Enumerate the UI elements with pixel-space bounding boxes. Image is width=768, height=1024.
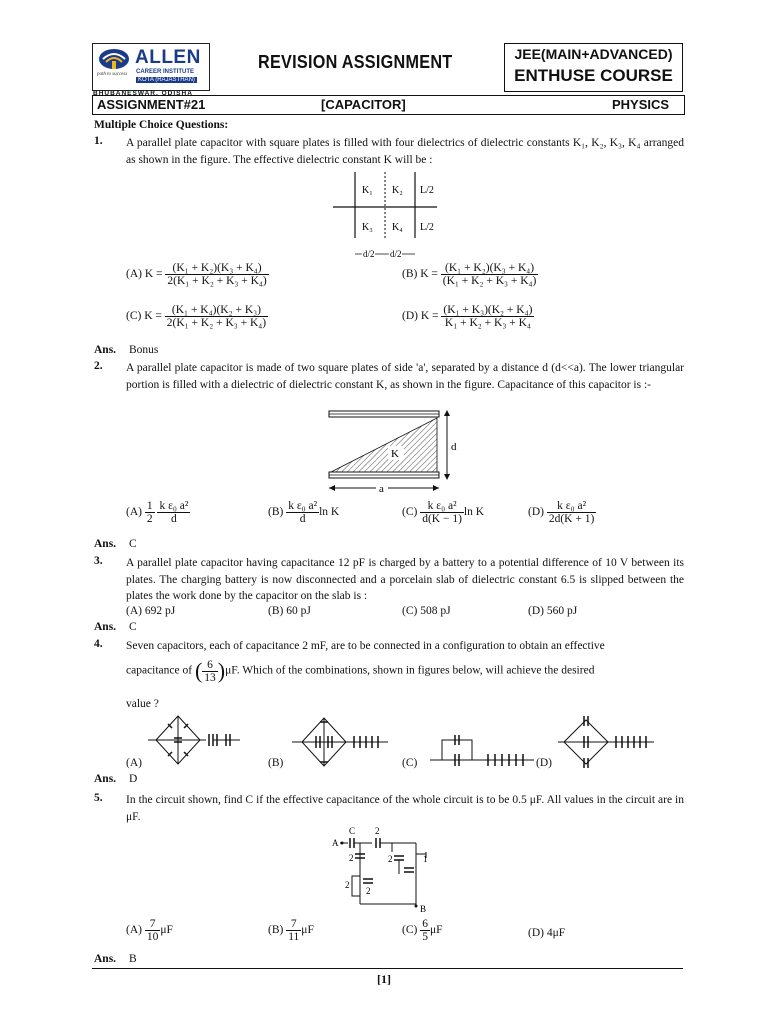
terminal-a-label: A [332,838,339,848]
answer-label: Ans. [94,538,117,550]
option-d[interactable]: (D) [536,757,552,769]
answer-value: C [128,538,137,550]
option-fraction [145,918,161,943]
question-number: 1. [94,135,103,147]
fraction-denominator: 13 [204,671,216,684]
figure-label-k: K [391,448,399,460]
fraction-numerator: (K₁ + K₃)(K₂ + K₄) [443,304,533,316]
option-suffix: ln K [463,506,485,519]
fraction-numerator: (K₁ + K₂)(K₃ + K₄) [441,262,539,275]
fraction-numerator: 7 [286,918,301,931]
location-tag: KOTA (RAJASTHAN) [138,77,195,83]
option-fraction [286,918,301,943]
fraction-denominator: 2(K₁ + K₂ + K₃ + K₄) [166,317,267,329]
option-fraction [441,262,539,287]
option-a[interactable] [126,262,269,287]
page-title: REVISION ASSIGNMENT [258,52,453,72]
option-d[interactable] [528,500,596,525]
fraction-numerator: k ε₀ a² [159,500,189,512]
option-fraction [420,500,464,525]
option-fraction [441,304,534,329]
option-fraction [547,500,596,525]
fraction-denominator: (K₁ + K₂ + K₃ + K₄) [442,275,537,287]
fraction-numerator: k ε₀ a² [288,500,318,512]
option-lhs: K = [420,268,438,281]
option-value: 508 pJ [420,605,451,617]
fraction-denominator: 2(K₁ + K₂ + K₃ + K₄) [167,275,267,287]
capacitor-1-label: 1 [423,854,428,864]
answer-label: Ans. [94,953,117,965]
option-a[interactable] [126,500,190,525]
option-value: 4μF [546,927,566,939]
option-fraction [165,262,268,287]
fraction-numerator: 6 [202,659,218,672]
option-lhs: K = [420,310,439,323]
capacitor-2-left-label: 2 [349,853,354,863]
question-number: 5. [94,792,103,804]
figure-label-k4: K₄ [392,222,403,233]
answer-line [94,953,137,965]
figure-label-l2-top: L/2 [420,185,434,196]
question-text: A parallel plate capacitor having capacitance 12 pF is charged by a battery to a potential difference of 10 V between its plates. The charging battery is now disconnected and a porcelain slab of dielectric constant 6.5 is slipped between the plates the work done by the capacitor on the slab is : [126,557,684,602]
assignment-number: ASSIGNMENT#21 [97,97,206,112]
option-c[interactable]: (C) [402,757,418,769]
option-label: (D) [402,310,418,323]
option-label: (B) [268,506,284,519]
answer-label: Ans. [94,621,117,633]
figure-label-k3: K₃ [362,222,373,233]
assignment-strip [92,95,685,115]
institute-name: CAREER INSTITUTE [136,69,195,75]
capacitor-2-lower-left-label: 2 [345,880,350,890]
option-value: 560 pJ [546,605,578,617]
answer-value: C [128,621,137,633]
circuit-option-b[interactable] [290,712,390,768]
subject-label: PHYSICS [612,97,670,112]
capacitor-2-top-label: 2 [375,826,380,836]
figure-label-d2-left: d/2 [363,249,375,259]
figure-label-k1: K₁ [362,185,373,196]
fraction-numerator: k ε₀ a² [420,500,464,513]
answer-value: B [128,953,137,965]
capacitance-fraction [202,659,218,684]
answer-line [94,538,137,550]
option-label: (B) [268,605,284,617]
question-text: A parallel plate capacitor with square plates is filled with four dielectrics of dielectric constants K₁, K₂, K₃, K₄ arranged as shown in the figure. The effective dielectric constant K will be : [126,137,684,166]
option-a[interactable] [126,605,175,617]
option-label: (A) [126,268,142,281]
fraction-denominator: K₁ + K₂ + K₃ + K₄ [444,317,531,329]
answer-label: Ans. [94,773,117,785]
torch-icon [97,47,131,71]
question-text-line-1: Seven capacitors, each of capacitance 2 mF, are to be connected in a configuration to obtain an effective [126,640,605,652]
option-unit: μF [160,924,173,937]
question-text: In the circuit shown, find C if the effective capacitance of the whole circuit is to be 0.5 μF. All values in the circuit are in μF. [126,794,684,823]
fraction-numerator: k ε₀ a² [547,500,596,513]
option-unit: μF [429,924,443,937]
question-text-line-3: value ? [126,698,159,710]
option-b[interactable] [268,500,339,525]
question-text-pre: capacitance of [126,664,193,677]
answer-line [94,773,137,785]
fraction-denominator: d [171,513,177,525]
figure-label-k2: K₂ [392,185,403,196]
course-line-2: ENTHUSE COURSE [514,66,673,85]
option-lhs: K = [144,268,163,281]
fraction-denominator: d [299,513,306,525]
brand-name: ALLEN [135,47,201,68]
city-label: BHUBANESWAR, ODISHA [93,90,193,97]
option-b[interactable] [268,605,311,617]
circuit-figure [332,824,444,916]
question-number: 4. [94,638,103,650]
tagline: path to success [97,72,128,77]
option-d[interactable] [402,304,534,329]
option-b[interactable]: (B) [268,757,284,769]
dielectric-figure [328,170,448,262]
option-c[interactable] [126,304,268,329]
fraction-denominator: 5 [422,931,428,943]
fraction-denominator: 2d(K + 1) [548,513,595,525]
option-label: (D) [528,927,544,939]
course-box [504,43,683,92]
option-prefactor [145,500,155,525]
option-b[interactable] [268,918,314,943]
circuit-option-d[interactable] [556,712,656,768]
fraction-numerator: (K₁ + K₄)(K₂ + K₃) [165,304,268,317]
answer-value: Bonus [128,344,159,356]
option-label: (A) [126,506,142,519]
terminal-b-label: B [420,904,427,914]
option-c[interactable] [402,605,451,617]
wedge-capacitor-figure [326,408,462,496]
option-label: (C) [402,924,418,937]
option-label: (C) [402,605,418,617]
figure-label-l2-bottom: L/2 [420,222,434,233]
question-number: 3. [94,555,103,567]
option-unit: μF [301,924,314,937]
option-fraction [165,304,268,329]
option-fraction [157,500,190,525]
option-label: (A) [126,924,142,937]
option-fraction [286,500,319,525]
figure-label-d2-right: d/2 [390,249,402,259]
option-c[interactable] [402,500,484,525]
question-number: 2. [94,360,103,372]
circuit-option-c[interactable] [428,732,536,768]
fraction-numerator: 6 [422,918,428,930]
answer-value: D [128,773,138,785]
option-c[interactable] [402,918,443,943]
option-d[interactable] [528,605,577,617]
fraction-denominator: d(K − 1) [422,513,462,525]
question-text: A parallel plate capacitor is made of two square plates of side 'a', separated by a distance d (d<<a). The lower triangular portion is filled with a dielectric of dielectric constant K, as shown in the figure. Capacitance of this capacitor is :- [126,362,684,391]
option-label: (D) [528,506,544,519]
circuit-option-a[interactable] [146,712,242,768]
option-label: (C) [402,506,418,519]
question-text-post: μF. Which of the combinations, shown in figures below, will achieve the desired [225,664,595,677]
fraction-denominator: 10 [146,931,159,943]
option-label: (B) [402,268,418,281]
option-label: (B) [268,924,284,937]
figure-label-d: d [451,441,457,453]
option-label: (C) [126,310,142,323]
allen-logo [92,43,210,91]
question-text-line-2: capacitance of ( $\frac{6}{13}$ )μF. Which of the combinations, shown in figures below, will achieve the desired [126,658,595,684]
option-b[interactable] [402,262,538,287]
answer-label: Ans. [94,344,117,356]
capacitor-2-mid-label: 2 [388,854,393,864]
capacitor-2-lower-right-label: 2 [366,886,371,896]
answer-line [94,621,137,633]
option-fraction [420,918,430,943]
section-heading: Multiple Choice Questions: [94,119,229,131]
fraction-numerator: 7 [145,918,161,931]
footer-divider [92,968,683,969]
option-d[interactable] [528,927,565,939]
topic-label: [CAPACITOR] [321,97,406,112]
option-value: 60 pJ [286,605,311,617]
page-number: [1] [377,972,391,986]
option-suffix: ln K [319,506,340,519]
option-a[interactable]: (A) [126,757,142,769]
option-a[interactable] [126,918,173,943]
option-value: 692 pJ [144,605,176,617]
fraction-numerator: (K₁ + K₂)(K₃ + K₄) [165,262,268,275]
figure-label-a: a [379,483,384,495]
option-label: (A) [126,605,142,617]
capacitor-c-label: C [349,826,356,836]
fraction-denominator: 11 [288,931,300,943]
fraction-numerator: 1 [146,500,153,512]
option-lhs: K = [144,310,162,323]
answer-line [94,344,158,356]
course-line-1: JEE(MAIN+ADVANCED) [514,46,673,62]
option-label: (D) [528,605,544,617]
fraction-denominator: 2 [146,513,153,525]
